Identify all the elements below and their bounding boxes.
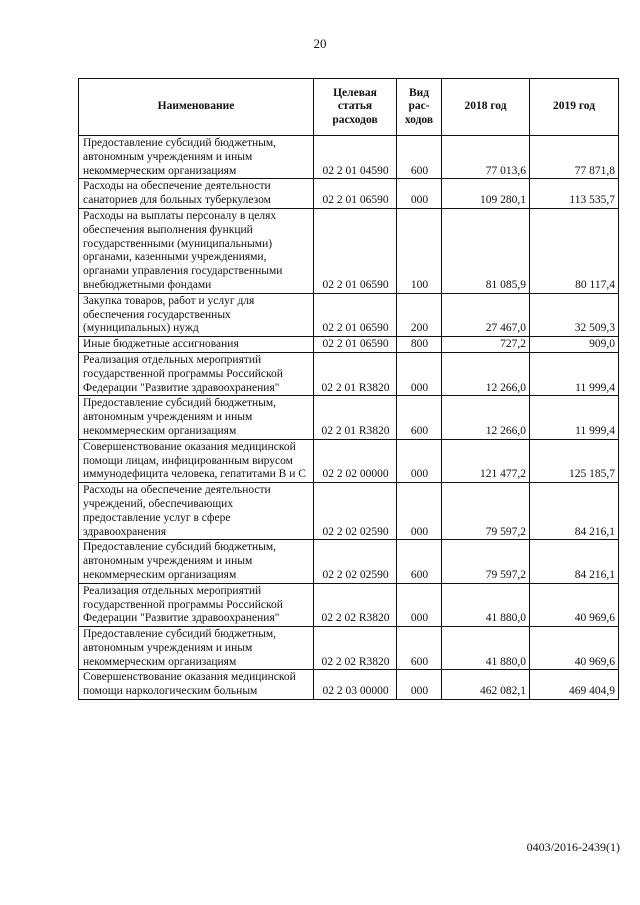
row-target-article-cell: 02 2 02 R3820: [314, 583, 397, 626]
row-name-cell: Реализация отдельных мероприятий государственной программы Российской Федерации "Развитие здравоохранения": [79, 352, 314, 395]
row-2019-value-cell: 84 216,1: [530, 540, 619, 583]
header-expense-type: Вид рас-ходов: [397, 79, 442, 136]
table-row: [79, 396, 619, 439]
row-name-cell: Иные бюджетные ассигнования: [79, 337, 314, 353]
row-target-article-cell: 02 2 03 00000: [314, 670, 397, 700]
row-2018-value-cell: 41 880,0: [442, 583, 530, 626]
row-2019-value-cell: 77 871,8: [530, 136, 619, 179]
row-2018-value-cell: 27 467,0: [442, 293, 530, 336]
row-target-article-cell: 02 2 02 02590: [314, 483, 397, 540]
table-row: [79, 293, 619, 336]
row-expense-type-cell: 200: [397, 293, 442, 336]
row-expense-type-cell: 600: [397, 540, 442, 583]
table-header-row: [79, 79, 619, 136]
table-row: [79, 352, 619, 395]
row-2019-value-cell: 80 117,4: [530, 208, 619, 293]
header-year-2018: 2018 год: [442, 79, 530, 136]
table-row: [79, 483, 619, 540]
row-target-article-cell: 02 2 02 00000: [314, 439, 397, 482]
row-expense-type-cell: 000: [397, 483, 442, 540]
row-name-cell: Предоставление субсидий бюджетным, автономным учреждениям и иным некоммерческим организациям: [79, 136, 314, 179]
row-target-article-cell: 02 2 01 06590: [314, 293, 397, 336]
row-target-article-cell: 02 2 01 06590: [314, 179, 397, 209]
row-2018-value-cell: 727,2: [442, 337, 530, 353]
row-2019-value-cell: 469 404,9: [530, 670, 619, 700]
table-row: [79, 670, 619, 700]
row-2018-value-cell: 121 477,2: [442, 439, 530, 482]
row-2019-value-cell: 40 969,6: [530, 583, 619, 626]
row-2019-value-cell: 84 216,1: [530, 483, 619, 540]
table-row: [79, 540, 619, 583]
row-2019-value-cell: 32 509,3: [530, 293, 619, 336]
row-target-article-cell: 02 2 02 R3820: [314, 627, 397, 670]
table-row: [79, 439, 619, 482]
row-2019-value-cell: 11 999,4: [530, 352, 619, 395]
row-expense-type-cell: 800: [397, 337, 442, 353]
row-target-article-cell: 02 2 01 R3820: [314, 352, 397, 395]
table-row: [79, 179, 619, 209]
row-target-article-cell: 02 2 01 06590: [314, 337, 397, 353]
header-target-article: Целевая статья расходов: [314, 79, 397, 136]
table-row: [79, 583, 619, 626]
table-row: [79, 627, 619, 670]
header-name: Наименование: [79, 79, 314, 136]
row-expense-type-cell: 100: [397, 208, 442, 293]
row-expense-type-cell: 000: [397, 439, 442, 482]
row-2019-value-cell: 40 969,6: [530, 627, 619, 670]
row-name-cell: Совершенствование оказания медицинской помощи лицам, инфицированным вирусом иммунодефицита человека, гепатитами В и С: [79, 439, 314, 482]
row-2019-value-cell: 113 535,7: [530, 179, 619, 209]
page-number: 20: [313, 36, 327, 51]
row-expense-type-cell: 600: [397, 136, 442, 179]
row-name-cell: Расходы на обеспечение деятельности санаториев для больных туберкулезом: [79, 179, 314, 209]
row-expense-type-cell: 000: [397, 352, 442, 395]
row-name-cell: Расходы на обеспечение деятельности учреждений, обеспечивающих предоставление услуг в сфере здравоохранения: [79, 483, 314, 540]
row-expense-type-cell: 000: [397, 179, 442, 209]
row-name-cell: Предоставление субсидий бюджетным, автономным учреждениям и иным некоммерческим организациям: [79, 540, 314, 583]
header-year-2019: 2019 год: [530, 79, 619, 136]
row-2018-value-cell: 79 597,2: [442, 540, 530, 583]
row-2018-value-cell: 79 597,2: [442, 483, 530, 540]
row-2018-value-cell: 109 280,1: [442, 179, 530, 209]
row-2018-value-cell: 462 082,1: [442, 670, 530, 700]
row-2019-value-cell: 909,0: [530, 337, 619, 353]
row-target-article-cell: 02 2 01 06590: [314, 208, 397, 293]
row-target-article-cell: 02 2 02 02590: [314, 540, 397, 583]
row-2018-value-cell: 41 880,0: [442, 627, 530, 670]
row-target-article-cell: 02 2 01 R3820: [314, 396, 397, 439]
row-2019-value-cell: 11 999,4: [530, 396, 619, 439]
row-name-cell: Совершенствование оказания медицинской помощи наркологическим больным: [79, 670, 314, 700]
row-2019-value-cell: 125 185,7: [530, 439, 619, 482]
row-expense-type-cell: 000: [397, 670, 442, 700]
row-2018-value-cell: 12 266,0: [442, 396, 530, 439]
table-row: [79, 337, 619, 353]
row-name-cell: Расходы на выплаты персоналу в целях обеспечения выполнения функций государственными (муниципальными) органами, казенными учреждениями, органами управления государственными внебюджетными фондами: [79, 208, 314, 293]
row-name-cell: Предоставление субсидий бюджетным, автономным учреждениям и иным некоммерческим организациям: [79, 627, 314, 670]
table-row: [79, 208, 619, 293]
row-name-cell: Закупка товаров, работ и услуг для обеспечения государственных (муниципальных) нужд: [79, 293, 314, 336]
row-target-article-cell: 02 2 01 04590: [314, 136, 397, 179]
row-name-cell: Реализация отдельных мероприятий государственной программы Российской Федерации "Развитие здравоохранения": [79, 583, 314, 626]
row-name-cell: Предоставление субсидий бюджетным, автономным учреждениям и иным некоммерческим организациям: [79, 396, 314, 439]
row-2018-value-cell: 81 085,9: [442, 208, 530, 293]
document-code: 0403/2016-2439(1): [526, 840, 620, 854]
row-2018-value-cell: 12 266,0: [442, 352, 530, 395]
row-expense-type-cell: 600: [397, 396, 442, 439]
table-body: [79, 136, 619, 700]
budget-table: [78, 78, 619, 700]
row-2018-value-cell: 77 013,6: [442, 136, 530, 179]
table-row: [79, 136, 619, 179]
row-expense-type-cell: 600: [397, 627, 442, 670]
row-expense-type-cell: 000: [397, 583, 442, 626]
